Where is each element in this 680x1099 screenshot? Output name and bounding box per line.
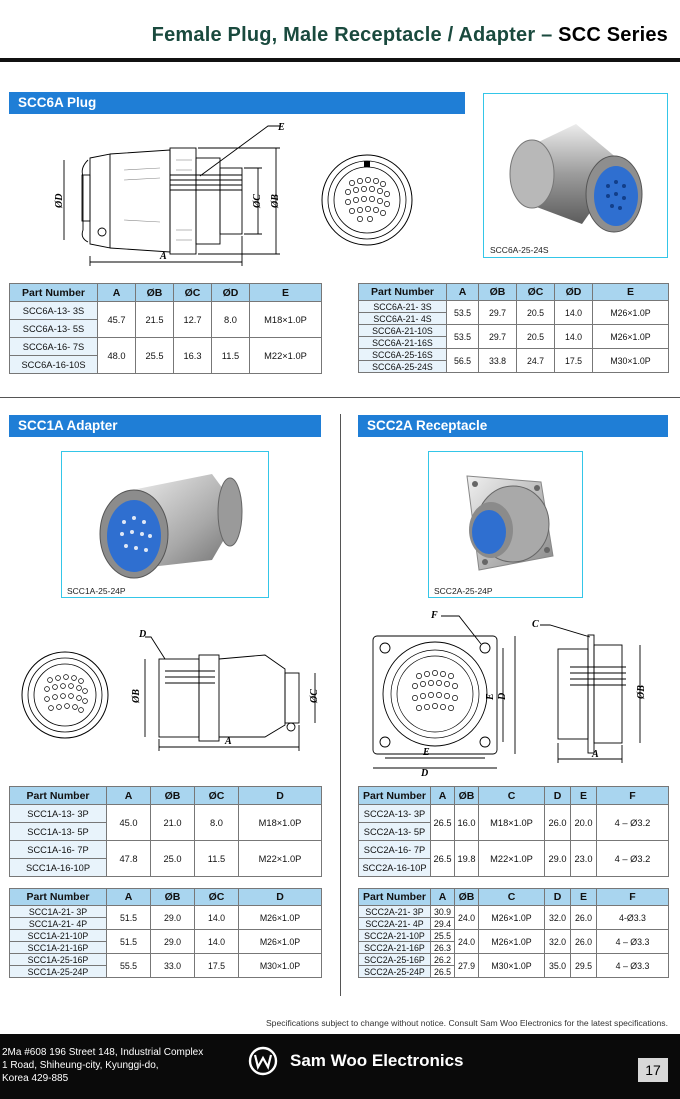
dim-b-cell: 24.0 — [455, 930, 479, 954]
part-number-cell: SCC2A-25-24P — [359, 966, 431, 978]
dim-a-cell: 45.0 — [107, 805, 151, 841]
table-header-cell: ØD — [212, 284, 250, 302]
part-number-cell: SCC1A-25-24P — [10, 966, 107, 978]
dim-c-cell: 17.5 — [195, 954, 239, 978]
dim-b-cell: 16.0 — [455, 805, 479, 841]
dim-c-cell: 20.5 — [517, 325, 555, 349]
plug-connector-image — [484, 94, 668, 258]
part-number-cell: SCC6A-13- 5S — [10, 320, 98, 338]
table-row — [359, 906, 669, 918]
dim-c-label: ØC — [252, 194, 263, 208]
dim-f-cell: 4 – Ø3.3 — [597, 954, 669, 978]
adapter-dim-d-label: D — [139, 629, 147, 640]
part-number-cell: SCC2A-13- 3P — [359, 805, 431, 823]
plug-side-drawing — [50, 120, 310, 268]
plug-photo-caption: SCC6A-25-24S — [490, 245, 549, 255]
table-header-cell: D — [239, 787, 322, 805]
section-divider — [0, 397, 680, 398]
dim-c-cell: 12.7 — [174, 302, 212, 338]
dim-a-cell: 53.5 — [447, 325, 479, 349]
table-header-row — [359, 284, 669, 301]
adapter-connector-image — [62, 452, 269, 598]
table-row — [10, 930, 322, 942]
dim-a-label: A — [160, 251, 167, 262]
dim-d-cell: 32.0 — [545, 930, 571, 954]
dim-b-cell: 29.0 — [151, 930, 195, 954]
part-number-cell: SCC2A-25-16P — [359, 954, 431, 966]
dim-b-cell: 25.5 — [136, 338, 174, 374]
part-number-cell: SCC6A-21- 3S — [359, 301, 447, 313]
table-row — [359, 841, 669, 859]
dim-e-cell: M30×1.0P — [593, 349, 669, 373]
plug-front-drawing — [320, 153, 414, 247]
part-number-cell: SCC6A-25-16S — [359, 349, 447, 361]
table-header-cell: ØC — [174, 284, 212, 302]
part-number-cell: SCC6A-21-16S — [359, 337, 447, 349]
part-number-cell: SCC2A-21- 3P — [359, 906, 431, 918]
adapter-dim-c-label: ØC — [309, 689, 320, 703]
table-header-cell: A — [107, 889, 151, 906]
receptacle-dim-e-label: E — [423, 747, 430, 758]
dim-d-cell: 17.5 — [555, 349, 593, 373]
dim-b-cell: 33.0 — [151, 954, 195, 978]
dim-c-cell: 11.5 — [195, 841, 239, 877]
plug-small-spec-table — [9, 283, 322, 374]
dim-f-cell: 4-Ø3.3 — [597, 906, 669, 930]
dim-b-cell: 33.8 — [479, 349, 517, 373]
part-number-cell: SCC2A-21- 4P — [359, 918, 431, 930]
adapter-photo — [61, 451, 269, 598]
table-row — [10, 805, 322, 823]
table-row — [10, 338, 322, 356]
dim-a-cell: 47.8 — [107, 841, 151, 877]
dim-f-cell: 4 – Ø3.3 — [597, 930, 669, 954]
dim-e-cell: M26×1.0P — [593, 301, 669, 325]
table-header-cell: Part Number — [359, 889, 431, 906]
part-number-cell: SCC1A-21-16P — [10, 942, 107, 954]
table-header-cell: A — [107, 787, 151, 805]
adapter-section-banner: SCC1A Adapter — [9, 415, 321, 437]
table-header-cell: ØC — [517, 284, 555, 301]
page-number: 17 — [638, 1058, 668, 1082]
dim-f-cell: 4 – Ø3.2 — [597, 805, 669, 841]
table-header-cell: Part Number — [10, 889, 107, 906]
dim-b-cell: 21.5 — [136, 302, 174, 338]
dim-a-cell: 30.9 — [431, 906, 455, 918]
table-header-row — [10, 284, 322, 302]
table-header-cell: A — [447, 284, 479, 301]
adapter-dim-a-label: A — [225, 736, 232, 747]
dim-d-cell: 32.0 — [545, 906, 571, 930]
table-header-cell: F — [597, 787, 669, 805]
dim-b-cell: 29.0 — [151, 906, 195, 930]
table-header-cell: C — [479, 787, 545, 805]
receptacle-front-drawing — [363, 608, 523, 778]
dim-c-cell: 14.0 — [195, 906, 239, 930]
dim-c-cell: M26×1.0P — [479, 930, 545, 954]
header-rule — [0, 58, 680, 62]
table-header-cell: F — [597, 889, 669, 906]
part-number-cell: SCC1A-16-10P — [10, 859, 107, 877]
receptacle-dim-b-label: ØB — [636, 685, 647, 699]
dim-e-cell: 20.0 — [571, 805, 597, 841]
table-header-cell: E — [593, 284, 669, 301]
dim-d-cell: 14.0 — [555, 301, 593, 325]
dim-a-cell: 51.5 — [107, 930, 151, 954]
table-header-cell: ØB — [455, 889, 479, 906]
part-number-cell: SCC1A-21- 4P — [10, 918, 107, 930]
dim-c-cell: M30×1.0P — [479, 954, 545, 978]
part-number-cell: SCC6A-21-10S — [359, 325, 447, 337]
disclaimer-note: Specifications subject to change without notice. Consult Sam Woo Electronics for the latest specifications. — [265, 1018, 668, 1028]
company-address: 2Ma #608 196 Street 148, Industrial Complex 1 Road, Shiheung-city, Kyunggi-do, Korea 429-885 — [2, 1047, 204, 1084]
receptacle-large-spec-table — [358, 888, 669, 978]
dim-d-cell: M18×1.0P — [239, 805, 322, 841]
dim-e-cell: M26×1.0P — [593, 325, 669, 349]
dim-b-label: ØB — [270, 194, 281, 208]
part-number-cell: SCC2A-21-10P — [359, 930, 431, 942]
dim-a-cell: 26.3 — [431, 942, 455, 954]
contact-pins-icon — [345, 177, 389, 221]
table-row — [359, 349, 669, 361]
dim-a-cell: 51.5 — [107, 906, 151, 930]
receptacle-photo — [428, 451, 583, 598]
dim-e-cell: 23.0 — [571, 841, 597, 877]
part-number-cell: SCC1A-25-16P — [10, 954, 107, 966]
part-number-cell: SCC2A-13- 5P — [359, 823, 431, 841]
part-number-cell: SCC1A-16- 7P — [10, 841, 107, 859]
table-row — [10, 954, 322, 966]
table-header-cell: E — [250, 284, 322, 302]
dim-b-cell: 21.0 — [151, 805, 195, 841]
table-header-cell: D — [545, 889, 571, 906]
dim-c-cell: M18×1.0P — [479, 805, 545, 841]
dim-a-cell: 48.0 — [98, 338, 136, 374]
dim-a-cell: 26.5 — [431, 805, 455, 841]
table-header-cell: Part Number — [10, 787, 107, 805]
dim-d-cell: M30×1.0P — [239, 954, 322, 978]
part-number-cell: SCC6A-16-10S — [10, 356, 98, 374]
dim-a-cell: 26.5 — [431, 841, 455, 877]
table-header-cell: A — [431, 787, 455, 805]
table-header-cell: ØC — [195, 787, 239, 805]
receptacle-side-drawing — [530, 615, 660, 765]
receptacle-dim-a-label: A — [592, 749, 599, 760]
table-header-cell: E — [571, 889, 597, 906]
table-row — [359, 301, 669, 313]
table-header-cell: ØB — [479, 284, 517, 301]
part-number-cell: SCC2A-21-16P — [359, 942, 431, 954]
dim-a-cell: 29.4 — [431, 918, 455, 930]
plug-section-banner: SCC6A Plug — [9, 92, 465, 114]
dim-a-cell: 55.5 — [107, 954, 151, 978]
dim-b-cell: 27.9 — [455, 954, 479, 978]
dim-a-cell: 53.5 — [447, 301, 479, 325]
dim-b-cell: 19.8 — [455, 841, 479, 877]
dim-e-cell: 26.0 — [571, 930, 597, 954]
table-header-cell: Part Number — [10, 284, 98, 302]
table-header-cell: Part Number — [359, 787, 431, 805]
dim-d-cell: M22×1.0P — [239, 841, 322, 877]
adapter-large-spec-table — [9, 888, 322, 978]
table-header-cell: ØC — [195, 889, 239, 906]
table-header-row — [359, 889, 669, 906]
receptacle-small-spec-table — [358, 786, 669, 877]
part-number-cell: SCC6A-16- 7S — [10, 338, 98, 356]
plug-photo — [483, 93, 668, 258]
table-header-row — [10, 787, 322, 805]
dim-c-cell: M26×1.0P — [479, 906, 545, 930]
dim-a-cell: 26.5 — [431, 966, 455, 978]
dim-c-cell: 16.3 — [174, 338, 212, 374]
dim-c-cell: 8.0 — [195, 805, 239, 841]
table-header-cell: C — [479, 889, 545, 906]
sam-woo-logo-icon — [247, 1045, 279, 1077]
table-row — [359, 805, 669, 823]
part-number-cell: SCC1A-13- 5P — [10, 823, 107, 841]
part-number-cell: SCC6A-25-24S — [359, 361, 447, 373]
table-row — [10, 841, 322, 859]
receptacle-dim-f-label: F — [431, 610, 438, 621]
part-number-cell: SCC1A-21-10P — [10, 930, 107, 942]
table-row — [10, 302, 322, 320]
dim-d-cell: 8.0 — [212, 302, 250, 338]
dim-a-cell: 25.5 — [431, 930, 455, 942]
dim-c-cell: 14.0 — [195, 930, 239, 954]
table-header-cell: ØB — [151, 787, 195, 805]
part-number-cell: SCC6A-13- 3S — [10, 302, 98, 320]
column-divider — [340, 414, 341, 996]
table-header-cell: ØB — [136, 284, 174, 302]
table-header-cell: A — [98, 284, 136, 302]
table-row — [359, 954, 669, 966]
page-title: Female Plug, Male Receptacle / Adapter – SCC Series — [151, 24, 668, 46]
dim-a-cell: 45.7 — [98, 302, 136, 338]
dim-e-cell: M22×1.0P — [250, 338, 322, 374]
receptacle-connector-image — [429, 452, 583, 598]
dim-d-cell: M26×1.0P — [239, 906, 322, 930]
table-header-cell: ØB — [151, 889, 195, 906]
brand-name: Sam Woo Electronics — [290, 1051, 464, 1070]
table-header-cell: Part Number — [359, 284, 447, 301]
dim-e-label: E — [278, 122, 285, 133]
adapter-side-drawing — [125, 625, 330, 755]
adapter-dim-b-label: ØB — [131, 689, 142, 703]
table-row — [359, 930, 669, 942]
table-header-row — [359, 787, 669, 805]
receptacle-dim-d-vert-label: D — [497, 692, 508, 700]
dim-e-cell: 26.0 — [571, 906, 597, 930]
dim-b-cell: 25.0 — [151, 841, 195, 877]
plug-large-spec-table — [358, 283, 669, 373]
dim-c-cell: 24.7 — [517, 349, 555, 373]
dim-d-cell: 35.0 — [545, 954, 571, 978]
dim-b-cell: 29.7 — [479, 301, 517, 325]
dim-c-cell: 20.5 — [517, 301, 555, 325]
part-number-cell: SCC1A-13- 3P — [10, 805, 107, 823]
part-number-cell: SCC2A-16- 7P — [359, 841, 431, 859]
table-header-row — [10, 889, 322, 906]
series-name: SCC Series — [558, 24, 668, 46]
part-number-cell: SCC2A-16-10P — [359, 859, 431, 877]
adapter-front-drawing — [20, 650, 110, 740]
table-header-cell: D — [239, 889, 322, 906]
dim-d-cell: 29.0 — [545, 841, 571, 877]
table-header-cell: A — [431, 889, 455, 906]
dim-d-cell: 26.0 — [545, 805, 571, 841]
dim-d-cell: M26×1.0P — [239, 930, 322, 954]
receptacle-section-banner: SCC2A Receptacle — [358, 415, 668, 437]
dim-a-cell: 56.5 — [447, 349, 479, 373]
table-row — [10, 906, 322, 918]
dim-b-cell: 24.0 — [455, 906, 479, 930]
receptacle-dim-e-vert-label: E — [485, 693, 496, 700]
adapter-small-spec-table — [9, 786, 322, 877]
dim-e-cell: 29.5 — [571, 954, 597, 978]
table-header-cell: D — [545, 787, 571, 805]
dim-f-cell: 4 – Ø3.2 — [597, 841, 669, 877]
receptacle-dim-c-label: C — [532, 619, 539, 630]
table-header-cell: ØB — [455, 787, 479, 805]
dim-e-cell: M18×1.0P — [250, 302, 322, 338]
table-header-cell: E — [571, 787, 597, 805]
receptacle-dim-d-label: D — [421, 768, 429, 779]
dim-b-cell: 29.7 — [479, 325, 517, 349]
part-number-cell: SCC6A-21- 4S — [359, 313, 447, 325]
dim-d-cell: 14.0 — [555, 325, 593, 349]
dim-d-cell: 11.5 — [212, 338, 250, 374]
table-row — [359, 325, 669, 337]
part-number-cell: SCC1A-21- 3P — [10, 906, 107, 918]
table-header-cell: ØD — [555, 284, 593, 301]
receptacle-photo-caption: SCC2A-25-24P — [434, 586, 493, 596]
adapter-photo-caption: SCC1A-25-24P — [67, 586, 126, 596]
dim-c-cell: M22×1.0P — [479, 841, 545, 877]
dim-a-cell: 26.2 — [431, 954, 455, 966]
dim-d-label: ØD — [54, 193, 65, 208]
